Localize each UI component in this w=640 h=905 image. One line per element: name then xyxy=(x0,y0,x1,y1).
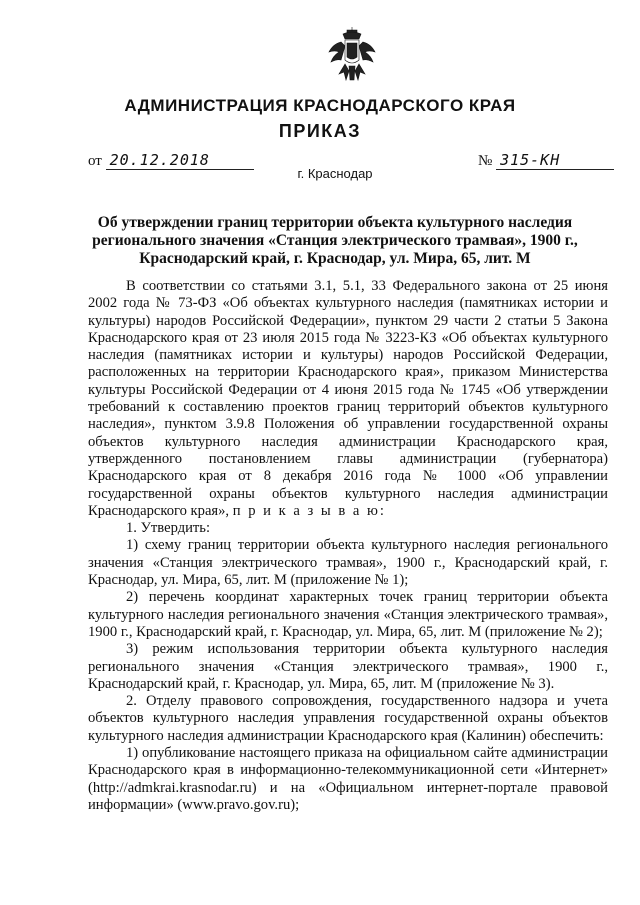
number-value-handwritten: 315-КН xyxy=(496,151,614,170)
intro-text: В соответствии со статьями 3.1, 5.1, 33 Федерального закона от 25 июня 2002 года № 73-ФЗ «Об объектах культурного наследия (памятниках истории и культуры) народов Российской Федерации», пунктом 29 части 2 статьи 5 Закона Краснодарского края от 23 июля 2015 года № 3223-КЗ «Об объектах культурного наследия (памятниках истории и культуры) народов Российской Федерации, расположенных на территории Краснодарского края», приказом Министерства культуры Российской Федерации от 4 июня 2015 года № 1745 «Об утверждении требований к составлению проектов границ территорий объектов культурного наследия», пунктом 3.9.8 Положения об управлении государственной охраны объектов культурного наследия администрации Краснодарского края, утвержденного постановлением главы администрации (губернатора) Краснодарского края от 8 декабря 2016 года № 1000 «Об управлении государственной охраны объектов культурного наследия администрации Краснодарского края», xyxy=(88,278,608,519)
city-line: г. Краснодар xyxy=(297,166,373,181)
document-body xyxy=(88,278,608,814)
list-item: 2) перечень координат характерных точек границ территории объекта культурного наследия регионального значения «Станция электрического трамвая», 1900 г., Краснодарский край, г. Краснодар, ул. Мира, 65, лит. М (приложение № 2); xyxy=(88,589,608,640)
number-prefix: № xyxy=(478,153,493,169)
list-item: 2. Отделу правового сопровождения, государственного надзора и учета объектов культурного наследия управления государственной охраны объектов культурного наследия администрации Краснодарского края (Калинин) обеспечить: xyxy=(88,693,608,744)
document-title: Об утверждении границ территории объекта культурного наследия регионального значения «Станция электрического трамвая», 1900 г., Краснодарский край, г. Краснодар, ул. Мира, 65, лит. М xyxy=(92,214,578,267)
date-value-handwritten: 20.12.2018 xyxy=(106,151,254,170)
organization-name: АДМИНИСТРАЦИЯ КРАСНОДАРСКОГО КРАЯ xyxy=(124,96,516,115)
list-item: 1) схему границ территории объекта культурного наследия регионального значения «Станция электрического трамвая», 1900 г., Краснодарский край, г. Краснодар, ул. Мира, 65, лит. М (приложение № 1); xyxy=(88,537,608,589)
coat-of-arms-emblem xyxy=(327,26,377,86)
document-type: ПРИКАЗ xyxy=(278,121,362,141)
list-item: 3) режим использования территории объекта культурного наследия регионального значения «Станция электрического трамвая», 1900 г., Краснодарский край, г. Краснодар, ул. Мира, 65, лит. М (приложение № 3). xyxy=(88,641,608,692)
intro-paragraph xyxy=(88,278,608,520)
date-prefix: от xyxy=(88,153,102,169)
list-item: 1) опубликование настоящего приказа на официальном сайте администрации Краснодарского края в информационно-телекоммуникационной сети «Интернет» (http://admkrai.krasnodar.ru) и на «Официальном интернет-портале правовой информации» (www.pravo.gov.ru); xyxy=(88,745,608,813)
order-word: п р и к а з ы в а ю: xyxy=(232,502,386,519)
list-item: 1. Утвердить: xyxy=(126,520,211,537)
